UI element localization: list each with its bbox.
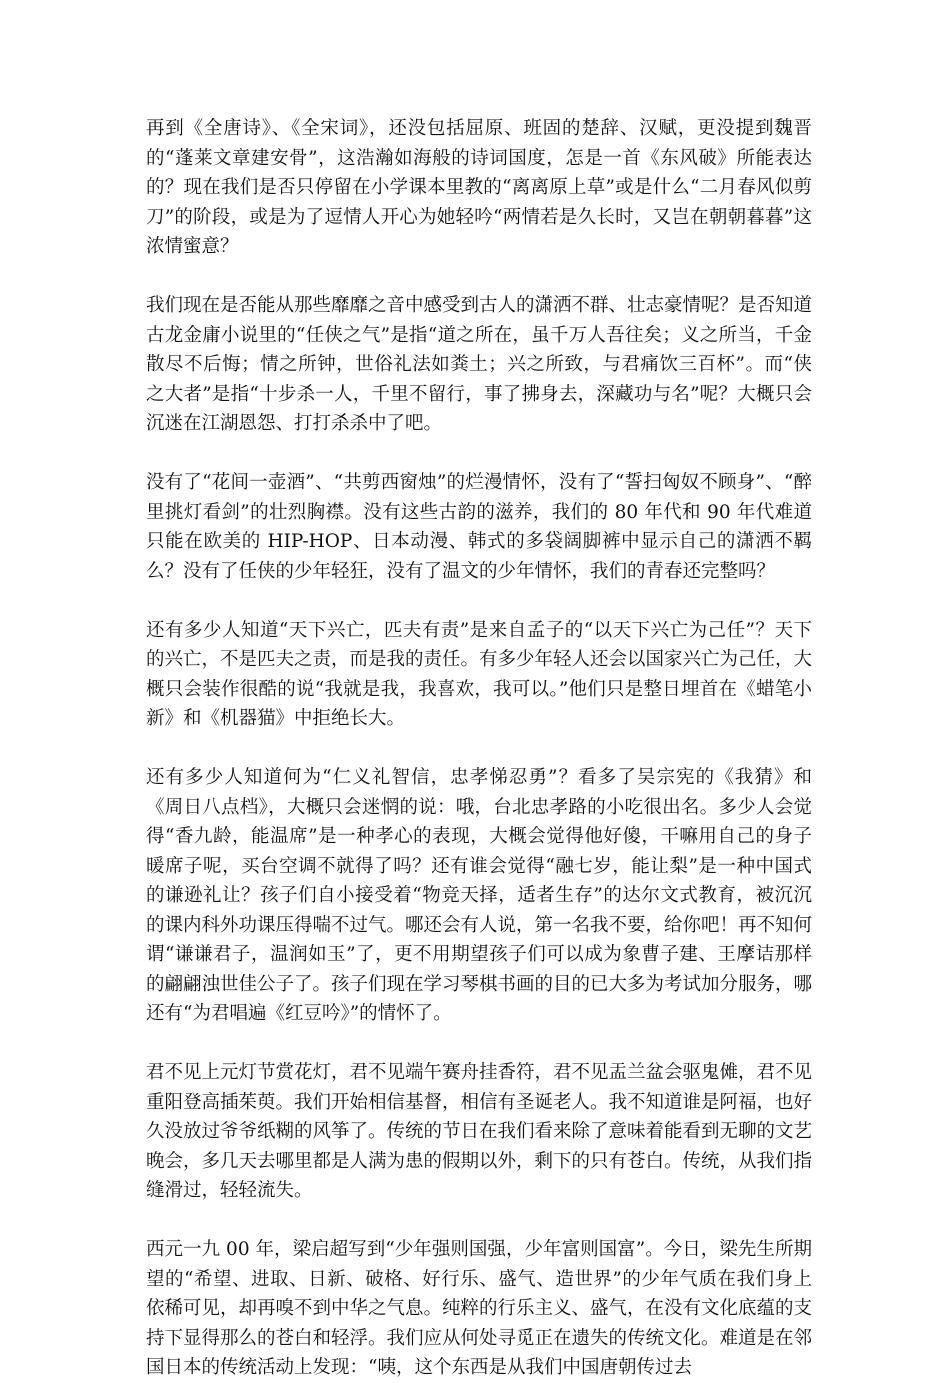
paragraph-6: 君不见上元灯节赏花灯，君不见端午赛舟挂香符，君不见盂兰盆会驱鬼傩，君不见重阳登高插茱萸。我们开始相信基督，相信有圣诞老人。我不知道谁是阿福，也好久没放过爷爷纸糊的风筝了。传统的节日在我们看来除了意味着能看到无聊的文艺晚会，多几天去哪里都是人满为患的假期以外，剩下的只有苍白。传统，从我们指缝滑过，轻轻流失。: [146, 1062, 813, 1201]
paragraph-1: 再到《全唐诗》、《全宋词》，还没包括屈原、班固的楚辞、汉赋，更没提到魏晋的“蓬莱文章建安骨”，这浩瀚如海般的诗词国度，怎是一首《东风破》所能表达的？现在我们是否只停留在小学课本里教的“离离原上草”或是什么“二月春风似剪刀”的阶段，或是为了逗情人开心为她轻吟“两情若是久长时，又岂在朝朝暮暮”这浓情蜜意？: [146, 118, 812, 257]
paragraph-5: 还有多少人知道何为“仁义礼智信，忠孝悌忍勇”？看多了吴宗宪的《我猜》和《周日八点档》，大概只会迷惘的说：哦，台北忠孝路的小吃很出名。多少人会觉得“香九龄，能温席”是一种孝心的表现，大概会觉得他好傻，干嘛用自己的身子暖席子呢，买台空调不就得了吗？还有谁会觉得“融七岁，能让梨”是一种中国式的谦逊礼让？孩子们自小接受着“物竞天择，适者生存”的达尔文式教育，被沉沉的课内科外功课压得喘不过气。哪还会有人说，第一名我不要，给你吧！再不知何谓“谦谦君子，温润如玉”了，更不用期望孩子们可以成为象曹子建、王摩诘那样的翩翩浊世佳公子了。孩子们现在学习琴棋书画的目的已大多为考试加分服务，哪还有“为君唱遍《红豆吟》”的情怀了。: [146, 767, 813, 1024]
paragraph-2: 我们现在是否能从那些靡靡之音中感受到古人的潇洒不群、壮志豪情呢？是否知道古龙金庸小说里的“任侠之气”是指“道之所在，虽千万人吾往矣；义之所当，千金散尽不后悔；情之所钟，世俗礼法如粪土；兴之所致，与君痛饮三百杯”。而“侠之大者”是指“十步杀一人，千里不留行，事了拂身去，深藏功与名”呢？大概只会沉迷在江湖恩怨、打打杀杀中了吧。: [146, 295, 813, 434]
paragraph-4: 还有多少人知道“天下兴亡，匹夫有责”是来自孟子的“以天下兴亡为己任”？天下的兴亡，不是匹夫之责，而是我的责任。有多少年轻人还会以国家兴亡为己任，大概只会装作很酷的说“我就是我，我喜欢，我可以。”他们只是整日埋首在《蜡笔小新》和《机器猫》中拒绝长大。: [146, 619, 813, 729]
document-body: [146, 114, 812, 1383]
paragraph-7: 西元一九 00 年，梁启超写到“少年强则国强，少年富则国富”。今日，梁先生所期望的“希望、进取、日新、破格、好行乐、盛气、造世界”的少年气质在我们身上依稀可见，却再嗅不到中华之气息。纯粹的行乐主义、盛气，在没有文化底蕴的支持下显得那么的苍白和轻浮。我们应从何处寻觅正在遗失的传统文化。难道是在邻国日本的传统活动上发现：“咦，这个东西是从我们中国唐朝传过去: [146, 1239, 813, 1378]
paragraph-3: 没有了“花间一壶酒”、“共剪西窗烛”的烂漫情怀，没有了“誓扫匈奴不顾身”、“醉里挑灯看剑”的壮烈胸襟。没有这些古韵的滋养，我们的 80 年代和 90 年代难道只能在欧美的 HIP-HOP、日本动漫、韩式的多袋阔脚裤中显示自己的潇洒不羁么？没有了任侠的少年轻狂，没有了温文的少年情怀，我们的青春还完整吗？: [146, 472, 812, 582]
